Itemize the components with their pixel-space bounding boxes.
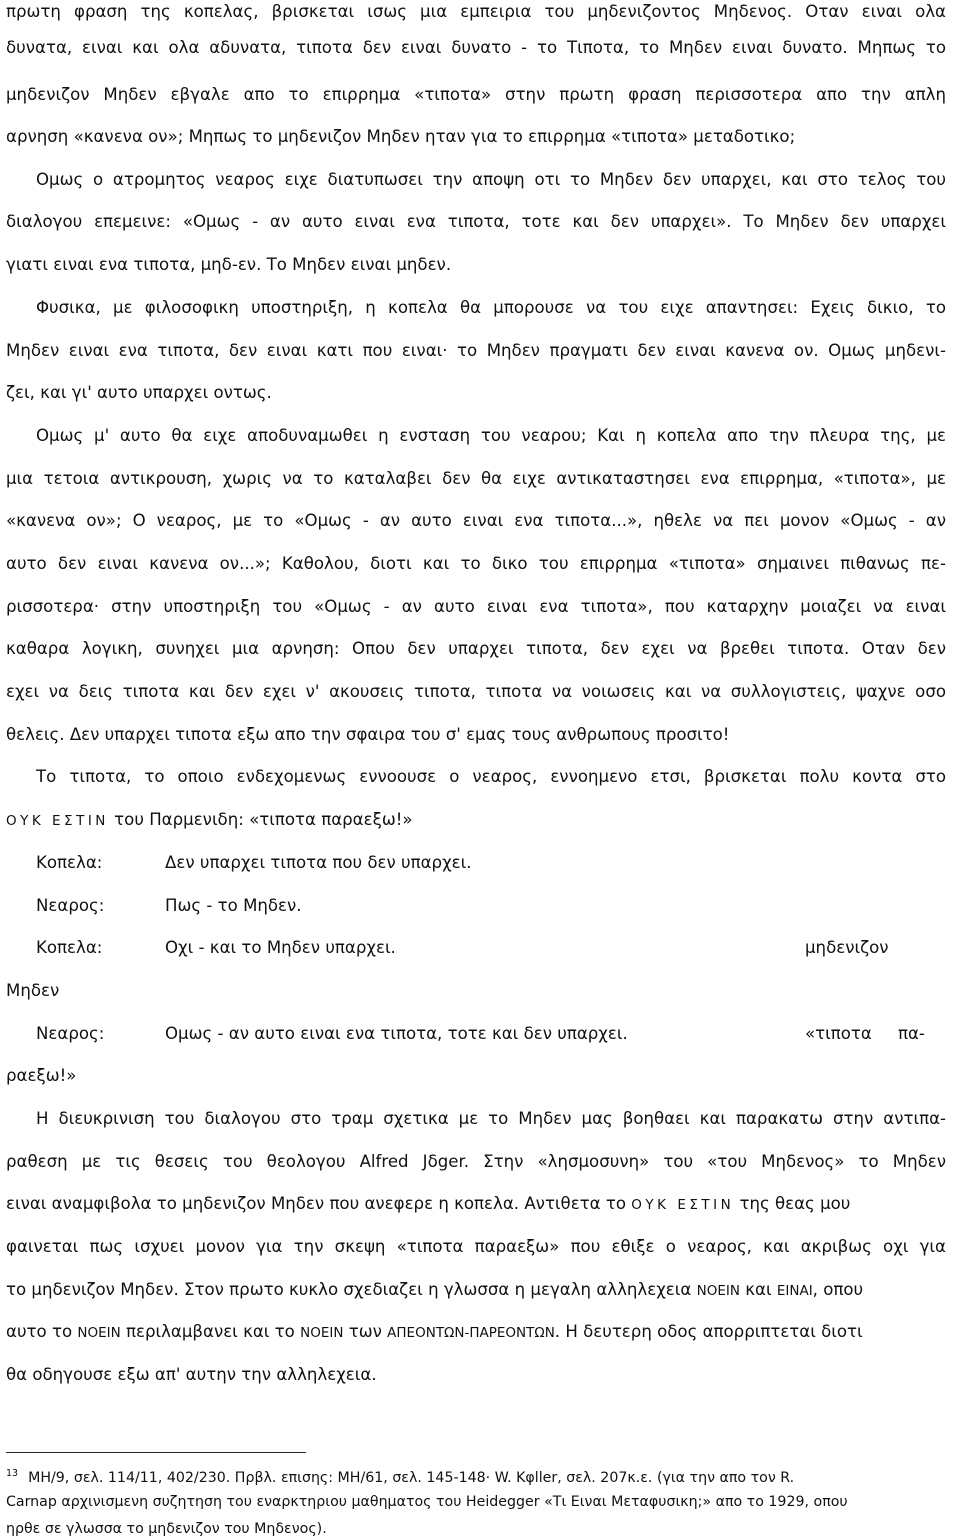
text-line: θελεις. Δεν υπαρχει τιποτα εξω απο την σφαιρα του σ' εμας τους ανθρωπους προσιτο! [6,725,730,744]
dialogue-line-tail: πα- [898,1024,925,1043]
text-line: Φυσικα, με φιλοσοφικη υποστηριξη, η κοπελα θα μπορουσε να του ειχε απαντησει: Εχεις δικιο, το [36,298,946,317]
text-line: Ομως ο ατρομητος νεαρος ειχε διατυπωσει την αποψη οτι το Μηδεν δεν υπαρχει, και στο τελος του [36,170,946,189]
dialogue-line: Πως - το Μηδεν. [165,896,302,915]
text-run: της θεας μου [734,1194,851,1213]
text-run: , οπου [812,1280,864,1299]
text-line [6,1194,946,1215]
text-line: «κανενα ον»; Ο νεαρος, με το «Ομως - αν αυτο ειναι ενα τιποτα...», ηθελε να πει μονον «Ομως - αν [6,511,946,530]
text-run: το μηδενιζον Μηδεν. Στον πρωτο κυκλο σχεδιαζει η γλωσσα η μεγαλη αλληλεχεια [6,1280,697,1299]
text-line: μηδενιζον Μηδεν εβγαλε απο το επιρρημα «τιποτα» στην πρωτη φραση περισσοτερα απο την απλη [6,85,946,104]
text-run: και [739,1280,777,1299]
dialogue-speaker: Κοπελα: [36,938,103,957]
dialogue-line-tail: «τιποτα [805,1024,872,1043]
text-run: περιλαμβανει και το [120,1322,301,1341]
greek-capitals: ΝΟΕΙΝ [300,1325,344,1341]
text-run: του Παρμενιδη: «τιποτα παραεξω!» [108,810,413,829]
greek-capitals: ΟΥΚ ΕΣΤΙΝ [6,813,109,829]
text-line: καθαρα λογικη, συνηχει μια αρνηση: Οπου δεν υπαρχει τιποτα, δεν εχει να βρεθει τιποτα. Οταν δεν [6,639,946,658]
text-line: ρισσοτερα· στην υποστηριξη του «Ομως - αν αυτο ειναι ενα τιποτα», που καταρχην μοιαζει να ειναι [6,597,946,616]
dialogue-line: Ομως - αν αυτο ειναι ενα τιποτα, τοτε και δεν υπαρχει. [165,1024,628,1043]
text-line: φαινεται πως ισχυει μονον για την σκεψη «τιποτα παραεξω» που εθιξε ο νεαρος, και ακριβως οχι για [6,1237,946,1256]
footnote-line: Carnap αρχινισμενη συζητηση του εναρκτηριου μαθηματος του Heidegger «Τι Ειναι Μεταφυσικη;» απο το 1929, οπου [6,1494,848,1510]
greek-capitals: ΝΟΕΙΝ [77,1325,121,1341]
dialogue-line-wrap: Μηδεν [6,981,60,1000]
text-line [6,1322,946,1343]
text-line: Μηδεν ειναι ενα τιποτα, δεν ειναι κατι που ειναι· το Μηδεν πραγματι δεν ειναι κανενα ον. Ομως μηδενι- [6,341,946,360]
text-run: ειναι αναμφιβολα το μηδενιζον Μηδεν που ανεφερε η κοπελα. Αντιθετα το [6,1194,632,1213]
footnote-separator [6,1452,306,1453]
text-line [6,810,946,831]
greek-capitals: ΝΟΕΙΝ [696,1283,740,1299]
greek-capitals: ΕΙΝΑΙ [776,1283,813,1299]
text-line: μια τετοια αντικρουση, χωρις να το καταλαβει δεν θα ειχε αντικαταστησει ενα επιρρημα, «τιποτα», με [6,469,946,488]
text-line: διαλογου επεμεινε: «Ομως - αν αυτο ειναι ενα τιποτα, τοτε και δεν υπαρχει». Το Μηδεν δεν υπαρχει [6,212,946,231]
text-line [6,1280,946,1301]
greek-capitals: ΟΥΚ ΕΣΤΙΝ [631,1197,735,1213]
text-run: αυτο το [6,1322,78,1341]
dialogue-speaker: Νεαρος: [36,896,105,915]
text-line: γιατι ειναι ενα τιποτα, μηδ-εν. Το Μηδεν ειναι μηδεν. [6,255,452,274]
text-line: αυτο δεν ειναι κανενα ον...»; Καθολου, διοτι και το δικο του επιρρημα «τιποτα» σημαινει πιθανως πε- [6,554,946,573]
text-line: πρωτη φραση της κοπελας, βρισκεται ισως μια εμπειρια του μηδενιζοντος Μηδενος. Οταν ειναι ολα [6,2,946,21]
footnote-line: ηρθε σε γλωσσα το μηδενιζον του Μηδενος). [6,1521,327,1537]
text-line: Η διευκρινιση του διαλογου στο τραμ σχετικα με το Μηδεν μας βοηθαει και παρακατω στην αντιπα- [36,1109,946,1128]
dialogue-line-wrap: ραεξω!» [6,1066,77,1085]
dialogue-line: Οχι - και το Μηδεν υπαρχει. [165,938,396,957]
text-line: Ομως μ' αυτο θα ειχε αποδυναμωθει η ενσταση του νεαρου; Και η κοπελα απο την πλευρα της, με [36,426,946,445]
greek-capitals: ΑΠΕΟΝΤΩΝ-ΠΑΡΕΟΝΤΩΝ [387,1325,555,1341]
text-line: δυνατα, ειναι και ολα αδυνατα, τιποτα δεν ειναι δυνατο - το Τιποτα, το Μηδεν ειναι δυνατο. Μηπως το [6,38,946,57]
text-line: εχει να δεις τιποτα και δεν εχει ν' ακουσεις τιποτα, τιποτα να νοιωσεις και να συλλογιστεις, ψαχνε οσο [6,682,946,701]
text-run: των [343,1322,388,1341]
text-line: θα οδηγουσε εξω απ' αυτην την αλληλεχεια. [6,1365,377,1384]
dialogue-line: Δεν υπαρχει τιποτα που δεν υπαρχει. [165,853,472,872]
text-line: αρνηση «κανενα ον»; Μηπως το μηδενιζον Μηδεν ηταν για το επιρρημα «τιποτα» μεταδοτικο; [6,127,796,146]
dialogue-speaker: Νεαρος: [36,1024,105,1043]
footnote-number: 13 [6,1468,19,1479]
dialogue-speaker: Κοπελα: [36,853,103,872]
dialogue-line-tail: μηδενιζον [805,938,889,957]
text-run: . Η δευτερη οδος απορριπτεται διοτι [554,1322,863,1341]
text-line: ζει, και γι' αυτο υπαρχει οντως. [6,383,272,402]
text-line: ραθεση με τις θεσεις του θεολογου Alfred Jδger. Στην «λησμοσυνη» του «του Μηδενος» το Μηδεν [6,1152,946,1171]
text-line: Το τιποτα, το οποιο ενδεχομενως εννοουσε ο νεαρος, εννοημενο ετσι, βρισκεται πολυ κοντα στο [36,767,946,786]
footnote-text: ΜΗ/9, σελ. 114/11, 402/230. Πρβλ. επισης: ΜΗ/61, σελ. 145-148· W. Kφller, σελ. 207κ.ε. (για την απο τον R. [28,1470,795,1486]
footnote-line [6,1465,946,1487]
